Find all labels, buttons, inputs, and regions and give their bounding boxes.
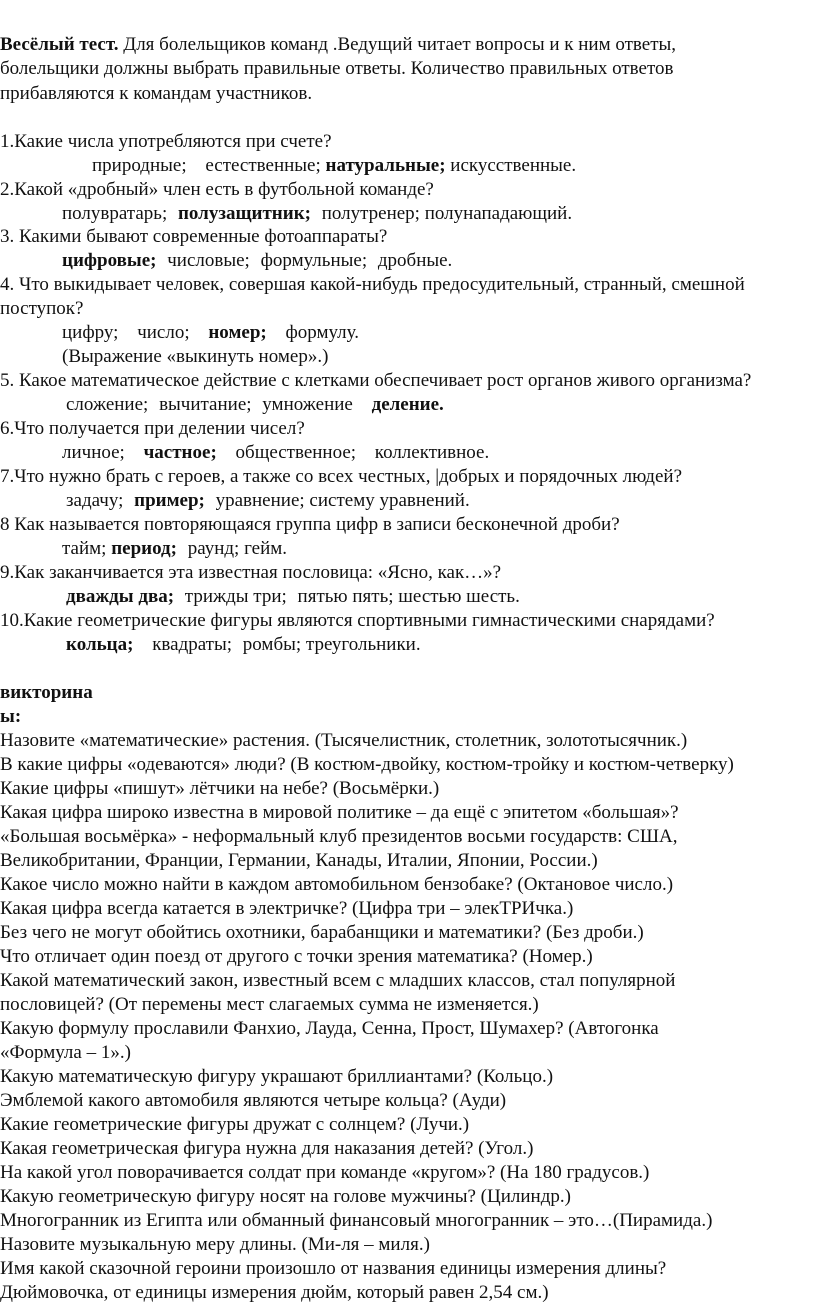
answer-option: систему уравнений. bbox=[309, 490, 470, 511]
test-question-4: 4. Что выкидывает человек, совершая какой-нибудь предосудительный, странный, смешной bbox=[0, 274, 745, 295]
test-answers-4 bbox=[62, 321, 359, 344]
answer-option: ромбы; bbox=[242, 634, 302, 655]
quiz-line: Какую геометрическую фигуру носят на голове мужчины? (Цилиндр.) bbox=[0, 1186, 571, 1207]
quiz-line: На какой угол поворачивается солдат при команде «кругом»? (На 180 градусов.) bbox=[0, 1162, 650, 1183]
test-question-1: 1.Какие числа употребляются при счете? bbox=[0, 131, 332, 152]
quiz-line: Назовите музыкальную меру длины. (Ми-ля – миля.) bbox=[0, 1234, 430, 1255]
test-answers-2 bbox=[62, 202, 572, 225]
test-question-3: 3. Какими бывают современные фотоаппараты? bbox=[0, 226, 388, 247]
quiz-line: Какую математическую фигуру украшают бриллиантами? (Кольцо.) bbox=[0, 1066, 554, 1087]
test-question-2: 2.Какой «дробный» член есть в футбольной команде? bbox=[0, 179, 434, 200]
answer-option-correct: пример; bbox=[134, 490, 205, 511]
answer-option: естественные; bbox=[205, 155, 321, 176]
answer-option: дробные. bbox=[377, 250, 453, 271]
test-note-4: (Выражение «выкинуть номер».) bbox=[62, 346, 329, 367]
answer-option: вычитание; bbox=[159, 394, 252, 415]
quiz-heading: викторина bbox=[0, 682, 93, 703]
answer-option: умножение bbox=[262, 394, 353, 415]
answer-option-correct: частное; bbox=[143, 442, 217, 463]
quiz-line: Какая цифра широко известна в мировой политике – да ещё с эпитетом «большая»? bbox=[0, 802, 679, 823]
answer-option-correct: деление. bbox=[371, 394, 444, 415]
answer-option: раунд; bbox=[187, 538, 240, 559]
quiz-line: «Формула – 1».) bbox=[0, 1042, 131, 1063]
test-answers-3 bbox=[62, 249, 452, 272]
answer-option-correct: период; bbox=[111, 538, 177, 559]
quiz-line: В какие цифры «одеваются» люди? (В костюм-двойку, костюм-тройку и костюм-четверку) bbox=[0, 754, 734, 775]
answer-option: числовые; bbox=[167, 250, 250, 271]
answer-option-correct: дважды два; bbox=[66, 586, 175, 607]
test-question-8: 8 Как называется повторяющаяся группа цифр в записи бесконечной дроби? bbox=[0, 514, 620, 535]
answer-option: личное; bbox=[62, 442, 125, 463]
answer-option: пятью пять; bbox=[297, 586, 394, 607]
quiz-line: Назовите «математические» растения. (Тысячелистник, столетник, золототысячник.) bbox=[0, 730, 688, 751]
answer-option: природные; bbox=[92, 155, 187, 176]
intro-line-1 bbox=[0, 33, 676, 56]
answer-option-correct: номер; bbox=[208, 322, 267, 343]
test-question-6: 6.Что получается при делении чисел? bbox=[0, 418, 305, 439]
test-question-4-cont: поступок? bbox=[0, 298, 84, 319]
test-answers-1 bbox=[92, 154, 576, 177]
answer-option: полувратарь; bbox=[62, 203, 168, 224]
intro-line-3: прибавляются к командам участников. bbox=[0, 83, 313, 104]
quiz-line: «Большая восьмёрка» - неформальный клуб президентов восьми государств: США, bbox=[0, 826, 678, 847]
intro-title: Весёлый тест. bbox=[0, 34, 119, 55]
answer-option: квадраты; bbox=[152, 634, 233, 655]
answer-option: формульные; bbox=[260, 250, 368, 271]
answer-option: цифру; bbox=[62, 322, 119, 343]
test-question-10: 10.Какие геометрические фигуры являются спортивными гимнастическими снарядами? bbox=[0, 610, 715, 631]
test-answers-7 bbox=[66, 489, 470, 512]
quiz-line: Какой математический закон, известный всем с младших классов, стал популярной bbox=[0, 970, 676, 991]
answer-option: задачу; bbox=[66, 490, 124, 511]
quiz-line: пословицей? (От перемены мест слагаемых сумма не изменяется.) bbox=[0, 994, 539, 1015]
test-answers-6 bbox=[62, 441, 489, 464]
quiz-line: Без чего не могут обойтись охотники, барабанщики и математики? (Без дроби.) bbox=[0, 922, 644, 943]
quiz-line: Какая цифра всегда катается в электричке? (Цифра три – элекТРИчка.) bbox=[0, 898, 574, 919]
answer-option: искусственные. bbox=[450, 155, 577, 176]
quiz-subheading: ы: bbox=[0, 706, 22, 727]
test-question-7: 7.Что нужно брать с героев, а также со всех честных, |добрых и порядочных людей? bbox=[0, 466, 683, 487]
answer-option: уравнение; bbox=[215, 490, 305, 511]
test-question-9: 9.Как заканчивается эта известная пословица: «Ясно, как…»? bbox=[0, 562, 502, 583]
answer-option: коллективное. bbox=[374, 442, 490, 463]
answer-option: формулу. bbox=[285, 322, 360, 343]
test-answers-8 bbox=[62, 537, 287, 560]
quiz-line: Многогранник из Египта или обманный финансовый многогранник – это…(Пирамида.) bbox=[0, 1210, 713, 1231]
answer-option-correct: полузащитник; bbox=[177, 203, 311, 224]
answer-option-correct: натуральные; bbox=[325, 155, 446, 176]
answer-option: треугольники. bbox=[305, 634, 421, 655]
answer-option: шестью шесть. bbox=[398, 586, 520, 607]
answer-option: полутренер; bbox=[321, 203, 420, 224]
quiz-line: Что отличает один поезд от другого с точки зрения математика? (Номер.) bbox=[0, 946, 593, 967]
quiz-line: Какие цифры «пишут» лётчики на небе? (Восьмёрки.) bbox=[0, 778, 440, 799]
test-answers-10 bbox=[66, 633, 421, 656]
test-question-5: 5. Какое математическое действие с клетками обеспечивает рост органов живого организма? bbox=[0, 370, 752, 391]
quiz-line: Дюймовочка, от единицы измерения дюйм, который равен 2,54 см.) bbox=[0, 1282, 549, 1302]
test-answers-9 bbox=[66, 585, 520, 608]
answer-option: число; bbox=[137, 322, 190, 343]
answer-option: тайм; bbox=[62, 538, 107, 559]
intro-line-2: болельщики должны выбрать правильные ответы. Количество правильных ответов bbox=[0, 58, 674, 79]
intro-text-1: Для болельщиков команд .Ведущий читает вопросы и к ним ответы, bbox=[118, 34, 677, 55]
quiz-line: Какую формулу прославили Фанхио, Лауда, Сенна, Прост, Шумахер? (Автогонка bbox=[0, 1018, 659, 1039]
answer-option: сложение; bbox=[66, 394, 149, 415]
test-answers-5 bbox=[66, 393, 444, 416]
answer-option: общественное; bbox=[235, 442, 357, 463]
quiz-line: Какая геометрическая фигура нужна для наказания детей? (Угол.) bbox=[0, 1138, 534, 1159]
answer-option: трижды три; bbox=[184, 586, 287, 607]
answer-option-correct: цифровые; bbox=[62, 250, 157, 271]
quiz-line: Имя какой сказочной героини произошло от названия единицы измерения длины? bbox=[0, 1258, 667, 1279]
quiz-line: Великобритании, Франции, Германии, Канады, Италии, Японии, России.) bbox=[0, 850, 598, 871]
answer-option: полунападающий. bbox=[424, 203, 573, 224]
quiz-line: Какое число можно найти в каждом автомобильном бензобаке? (Октановое число.) bbox=[0, 874, 674, 895]
quiz-line: Какие геометрические фигуры дружат с солнцем? (Лучи.) bbox=[0, 1114, 470, 1135]
quiz-line: Эмблемой какого автомобиля являются четыре кольца? (Ауди) bbox=[0, 1090, 507, 1111]
answer-option-correct: кольца; bbox=[66, 634, 134, 655]
answer-option: гейм. bbox=[244, 538, 288, 559]
